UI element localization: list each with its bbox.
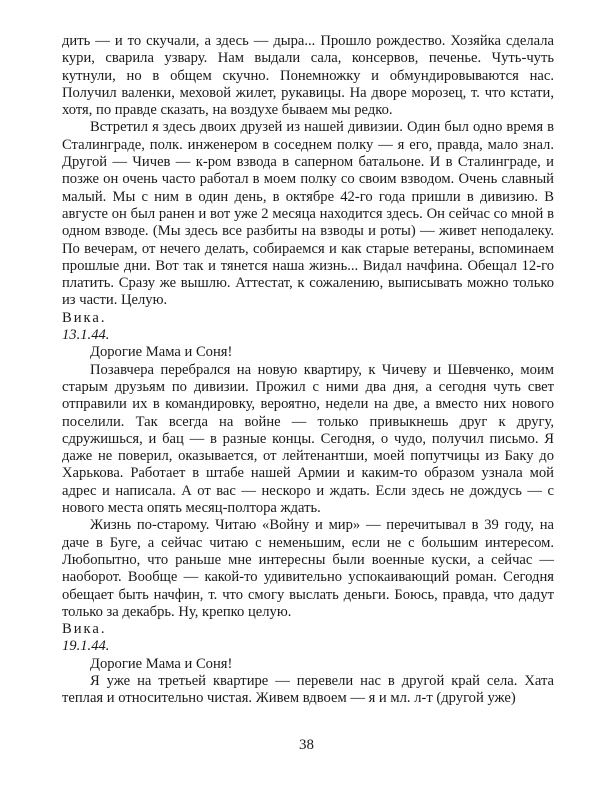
paragraph-4: Жизнь по-старому. Читаю «Войну и мир» — перечитывал в 39 году, на даче в Буге, а сейчас читаю с неменьшим, если не с большим интересом. Любопытно, что раньше мне интересны были военные куски, а сейчас — наоборот. Вообще — какой-то удивительно успокаивающий роман. Сегодня обещает быть начфин, т. что смогу выслать деньги. Боюсь, правда, что дадут только за декабрь. Ну, крепко целую.: [62, 517, 554, 620]
letter-date-3: 19.1.44.: [62, 638, 110, 655]
greeting-3: Дорогие Мама и Соня!: [90, 655, 233, 672]
paragraph-2: Встретил я здесь двоих друзей из нашей дивизии. Один был одно время в Сталинграде, полк. инженером в соседнем полку — я его, правда, мало знал. Другой — Чичев — к-ром взвода в саперном батальоне. И в Сталинграде, и позже он очень часто работал в моем полку со своим взводом. Очень славный малый. Мы с ним в один день, в октябре 42-го года пришли в дивизию. В августе он был ранен и вот уже 2 месяца находится здесь. Он сейчас со мной в одном взводе. (Мы здесь все разбиты на взводы и роты) — живет неподалеку. По вечерам, от нечего делать, собираемся и как старые ветераны, вспоминаем прошлые дни. Вот так и тянется наша жизнь... Видал начфина. Обещал 12-го платить. Сразу же вышлю. Аттестат, к сожалению, выписывать можно только из части. Целую.: [62, 119, 554, 309]
page-number: 38: [299, 737, 314, 753]
paragraph-5: Я уже на третьей квартире — перевели нас в другой край села. Хата теплая и относительно чистая. Живем вдвоем — я и мл. л-т (другой уже): [62, 672, 554, 707]
paragraph-3: Позавчера перебрался на новую квартиру, к Чичеву и Шевченко, моим старым друзьям по дивизии. Прожил с ними два дня, а сегодня чуть свет отправили их в командировку, вероятно, недели на две, а вместо них нового поселили. Так всегда на войне — только привыкнешь друг к другу, сдружишься, и бац — в разные концы. Сегодня, о чудо, получил письмо. Я даже не поверил, оказывается, от лейтенантши, моей попутчицы из Баку до Харькова. Работает в штабе нашей Армии и каким-то образом узнала мой адрес и написала. А от вас — нескоро и ждать. Если здесь не дождусь — с нового места опять месяц-полтора ждать.: [62, 361, 554, 517]
signature-2: Вика.: [62, 621, 107, 638]
greeting-2: Дорогие Мама и Соня!: [90, 344, 233, 361]
paragraph-1: дить — и то скучали, а здесь — дыра... Прошло рождество. Хозяйка сделала кури, сварила узвару. Нам выдали сала, консервов, печенье. Чуть-чуть кутнули, но в общем скучно. Понемножку и обмундировываются нас. Получил валенки, меховой жилет, рукавицы. На дворе морозец, т. что кстати, хотя, по правде сказать, на воздухе бываем мы редко.: [62, 33, 554, 119]
letter-date-2: 13.1.44.: [62, 327, 110, 344]
page-body: [62, 33, 554, 708]
signature-1: Вика.: [62, 309, 107, 326]
